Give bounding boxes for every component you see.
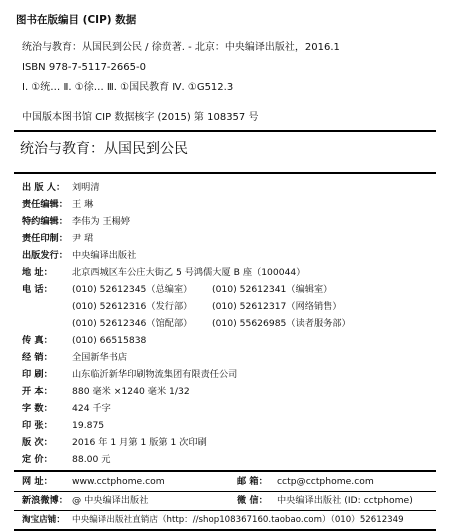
book-title: 统治与教育：从国民到公民 — [20, 141, 188, 157]
taobao-value[interactable]: 中央编译出版社直销店（http：//shop108367160.taobao.com）（010）52612349 — [72, 515, 404, 525]
credit-value: 中央编译出版社 — [72, 250, 137, 261]
credit-value: 李伟为 王楊婷 — [72, 216, 131, 227]
credit-value: 尹 珺 — [72, 233, 94, 244]
cip-line1: 统治与教育：从国民到公民 / 徐贲著. - 北京：中央编译出版社，2016.1 — [22, 42, 340, 53]
detail-value: 全国新华书店 — [72, 352, 128, 363]
phone-number: (010) 52612317（网络销售） — [212, 301, 342, 312]
website-link[interactable]: www.cctphome.com — [72, 476, 165, 487]
divider-footer-1 — [14, 491, 436, 492]
phone-number: (010) 52612345（总编室） — [72, 284, 193, 295]
credit-label: 责任印制： — [22, 233, 68, 244]
divider-footer-2 — [14, 510, 436, 511]
divider-title — [14, 172, 436, 174]
credit-label: 出版发行： — [22, 250, 68, 261]
detail-value: 山东临沂新华印刷物流集团有限责任公司 — [72, 369, 238, 380]
detail-label: 开 本： — [22, 386, 53, 397]
detail-value: 19.875 — [72, 420, 105, 431]
cip-classification: Ⅰ. ①统… Ⅱ. ①徐… Ⅲ. ①国民教育 Ⅳ. ①G512.3 — [22, 82, 234, 93]
phone-label: 电 话： — [22, 284, 53, 295]
wechat-value: 中央编译出版社 (ID: cctphome) — [277, 495, 413, 506]
detail-value: 88.00 元 — [72, 454, 111, 465]
detail-label: 印 刷： — [22, 369, 53, 380]
credit-value: 王 琳 — [72, 199, 94, 210]
phone-number: (010) 52612346（馆配部） — [72, 318, 193, 329]
detail-label: 字 数： — [22, 403, 53, 414]
cip-isbn: ISBN 978-7-5117-2665-0 — [22, 62, 146, 73]
cip-header: 图书在版编目 (CIP) 数据 — [16, 14, 137, 26]
phone-number: (010) 55626985（读者服务部） — [212, 318, 351, 329]
detail-label: 传 真： — [22, 335, 53, 346]
detail-label: 印 张： — [22, 420, 53, 431]
email-link[interactable]: cctp@cctphome.com — [277, 476, 374, 487]
detail-label: 版 次： — [22, 437, 53, 448]
footer-label: 微 信： — [237, 495, 268, 506]
footer-label: 新浪微博： — [22, 495, 68, 506]
credit-label: 特约编辑： — [22, 216, 68, 227]
divider-top — [14, 130, 436, 132]
detail-value: 2016 年 1 月第 1 版第 1 次印刷 — [72, 437, 207, 448]
credit-label: 地 址： — [22, 267, 53, 278]
credit-label: 出 版 人： — [22, 182, 66, 193]
footer-label: 淘宝店铺： — [22, 515, 65, 525]
credit-label: 责任编辑： — [22, 199, 68, 210]
detail-label: 定 价： — [22, 454, 53, 465]
credit-value: 刘明清 — [72, 182, 100, 193]
cip-record: 中国版本图书馆 CIP 数据核字 (2015) 第 108357 号 — [22, 112, 259, 123]
detail-value: 880 毫米 ×1240 毫米 1/32 — [72, 386, 190, 397]
weibo-value: @ 中央编译出版社 — [72, 495, 149, 506]
phone-number: (010) 52612316（发行部） — [72, 301, 193, 312]
detail-value: 424 千字 — [72, 403, 111, 414]
footer-label: 网 址： — [22, 476, 53, 487]
footer-label: 邮 箱： — [237, 476, 268, 487]
credit-value: 北京西城区车公庄大街乙 5 号鸿儒大厦 B 座（100044） — [72, 267, 306, 278]
detail-label: 经 销： — [22, 352, 53, 363]
divider-footer — [14, 470, 436, 472]
detail-value: (010) 66515838 — [72, 335, 147, 346]
phone-number: (010) 52612341（编辑室） — [212, 284, 333, 295]
